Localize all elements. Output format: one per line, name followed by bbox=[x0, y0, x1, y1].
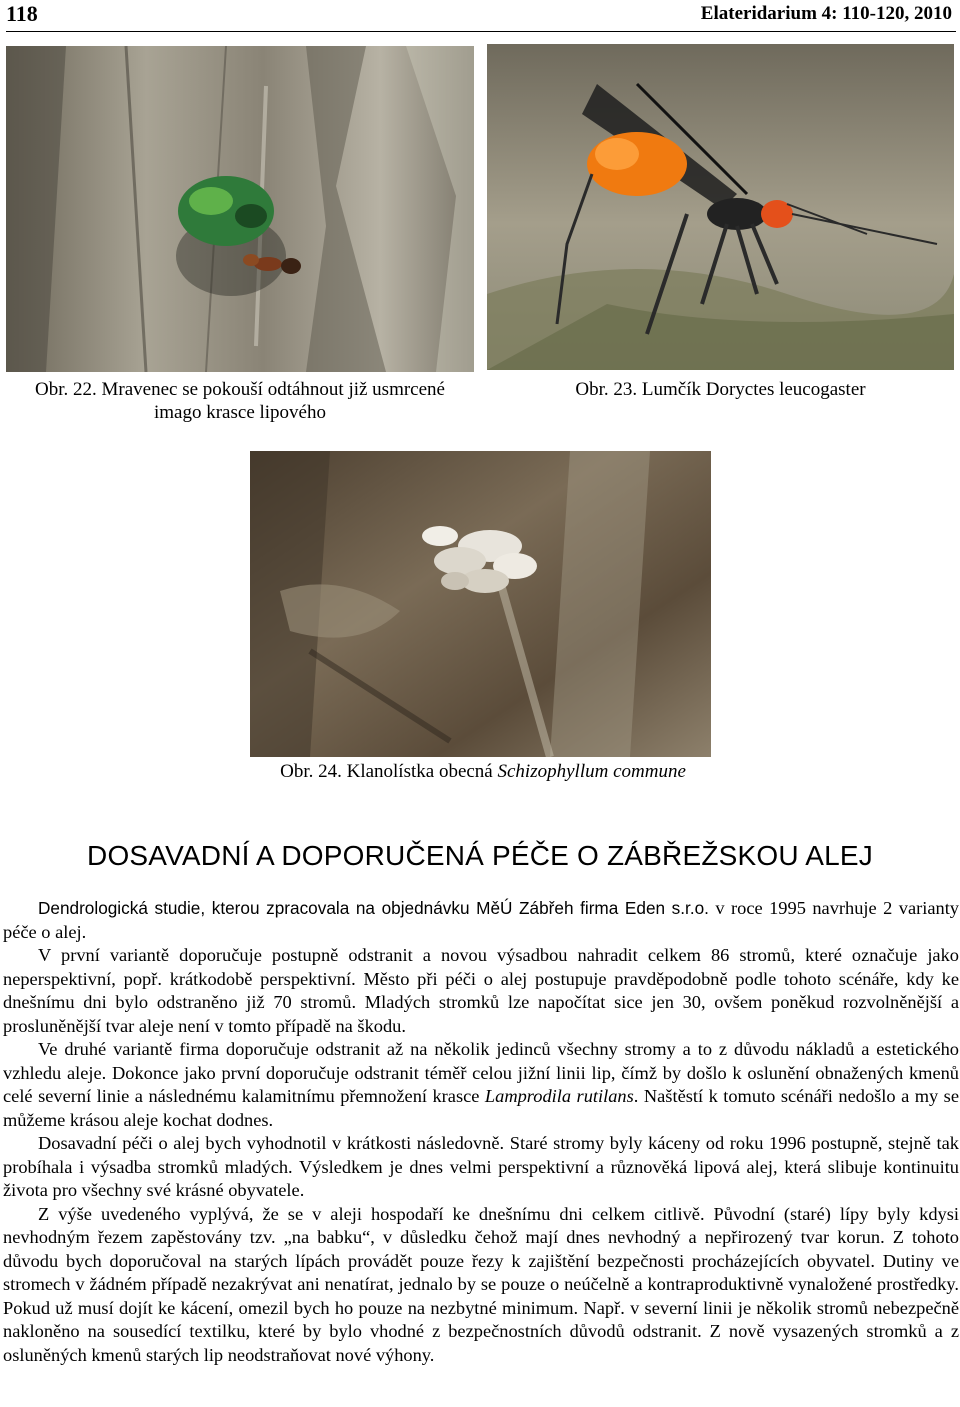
paragraph-2: V první variantě doporučuje postupně odstranit a novou výsadbou nahradit celkem 86 stromů, které označuje jako neperspektivní, popř. krátkodobě perspektivní. Město při péči o alej postupuje pravděpodobně podle tohoto scénáře, kdy ke dnešnímu dni bylo odstraněno již 70 stromů. Mladých stromků lze napočítat sice jen 30, ovšem poněkud rozvolněnější a prosluněnější tvar aleje není v tomto případě na škodu. bbox=[3, 945, 959, 1036]
figure-24-caption-prefix: Obr. 24. Klanolístka obecná bbox=[280, 761, 498, 782]
paragraph-1-lead: Dendrologická studie, kterou zpracovala na objednávku MěÚ Zábřeh firma Eden s.r.o. bbox=[38, 898, 709, 918]
figure-22-caption bbox=[0, 378, 480, 424]
figure-23-photo bbox=[487, 44, 954, 370]
paragraph-1-rest: v roce 1995 navrhuje 2 varianty péče o alej. bbox=[3, 898, 960, 942]
figure-22-caption-line1: Obr. 22. Mravenec se pokouší odtáhnout již usmrcené bbox=[35, 379, 445, 400]
page-header bbox=[6, 0, 954, 26]
figure-23-caption-prefix: Obr. 23. Lumčík bbox=[575, 379, 706, 400]
paragraph-4: Dosavadní péči o alej bych vyhodnotil v krátkosti následovně. Staré stromy byly káceny od roku 1996 postupně, stejně tak probíhala i výsadba stromků mladých. Výsledkem je dnes velmi perspektivní a různověká lipová alej, která slibuje kontinuitu života pro všechny své krásné obyvatele. bbox=[3, 1133, 959, 1200]
paragraph-5: Z výše uvedeného vyplývá, že se v aleji hospodaří ke dnešnímu dni celkem citlivě. Původní (staré) lípy byly kdysi nevhodným řezem zapěstovány tzv. „na babku“, v důsledku čehož mají dnes nevhodný a nepřirozený tvar korun. Z tohoto důvodu bych doporučoval na starých lípách provádět pouze řezy k zajištění bezpečnosti procházejících obyvatel. Dutiny ve stromech v žádném případě nezakrývat ani nenatírat, jednalo by se pouze o neúčelně a kontraproduktivně vynaložené prostředky. Pokud už musí dojít ke kácení, omezil bych ho pouze na nezbytné minimum. Např. v severní linii je několik stromů nebezpečně nakloněno na sousedící textilku, které by bylo vhodné z bezpečnostních důvodů odstranit. Z nově vysazených stromků a z osluněných kmenů starých lip neodstraňovat nové výhony. bbox=[3, 1203, 959, 1365]
paragraph-3-a: Ve druhé variantě firma doporučuje odstranit až na několik jedinců všechny stromy a to z důvodu nákladů a estetického vzhledu aleje. Dokonce jako první doporučuje odstranit téměř celou jižní linii lip, čímž by došlo k oslunění obnažených kmenů celé severní linie a následnému kalamitnímu přemnožení krasce bbox=[3, 1039, 959, 1106]
figure-24-caption bbox=[233, 760, 733, 783]
figure-22-photo bbox=[6, 46, 474, 372]
figure-24-caption-species: Schizophyllum commune bbox=[497, 761, 686, 782]
section-title: DOSAVADNÍ A DOPORUČENÁ PÉČE O ZÁBŘEŽSKOU ALEJ bbox=[87, 840, 873, 871]
header-rule bbox=[6, 31, 956, 32]
figure-24-photo bbox=[250, 451, 711, 757]
figure-23-caption bbox=[487, 378, 954, 401]
figure-23-caption-species: Doryctes leucogaster bbox=[705, 379, 866, 400]
paragraph-3-b: . Naštěstí k tomuto scénáři nedošlo a my se můžeme krásou aleje kochat dodnes. bbox=[3, 1086, 959, 1130]
body-text bbox=[3, 897, 959, 1367]
journal-citation: Elateridarium 4: 110-120, 2010 bbox=[700, 3, 952, 24]
paragraph-3-species: Lamprodila rutilans bbox=[484, 1086, 634, 1106]
paragraph-1 bbox=[3, 897, 959, 944]
paragraph-3 bbox=[3, 1038, 959, 1132]
page-number: 118 bbox=[6, 1, 38, 26]
figure-22-caption-line2: imago krasce lipového bbox=[153, 402, 326, 423]
